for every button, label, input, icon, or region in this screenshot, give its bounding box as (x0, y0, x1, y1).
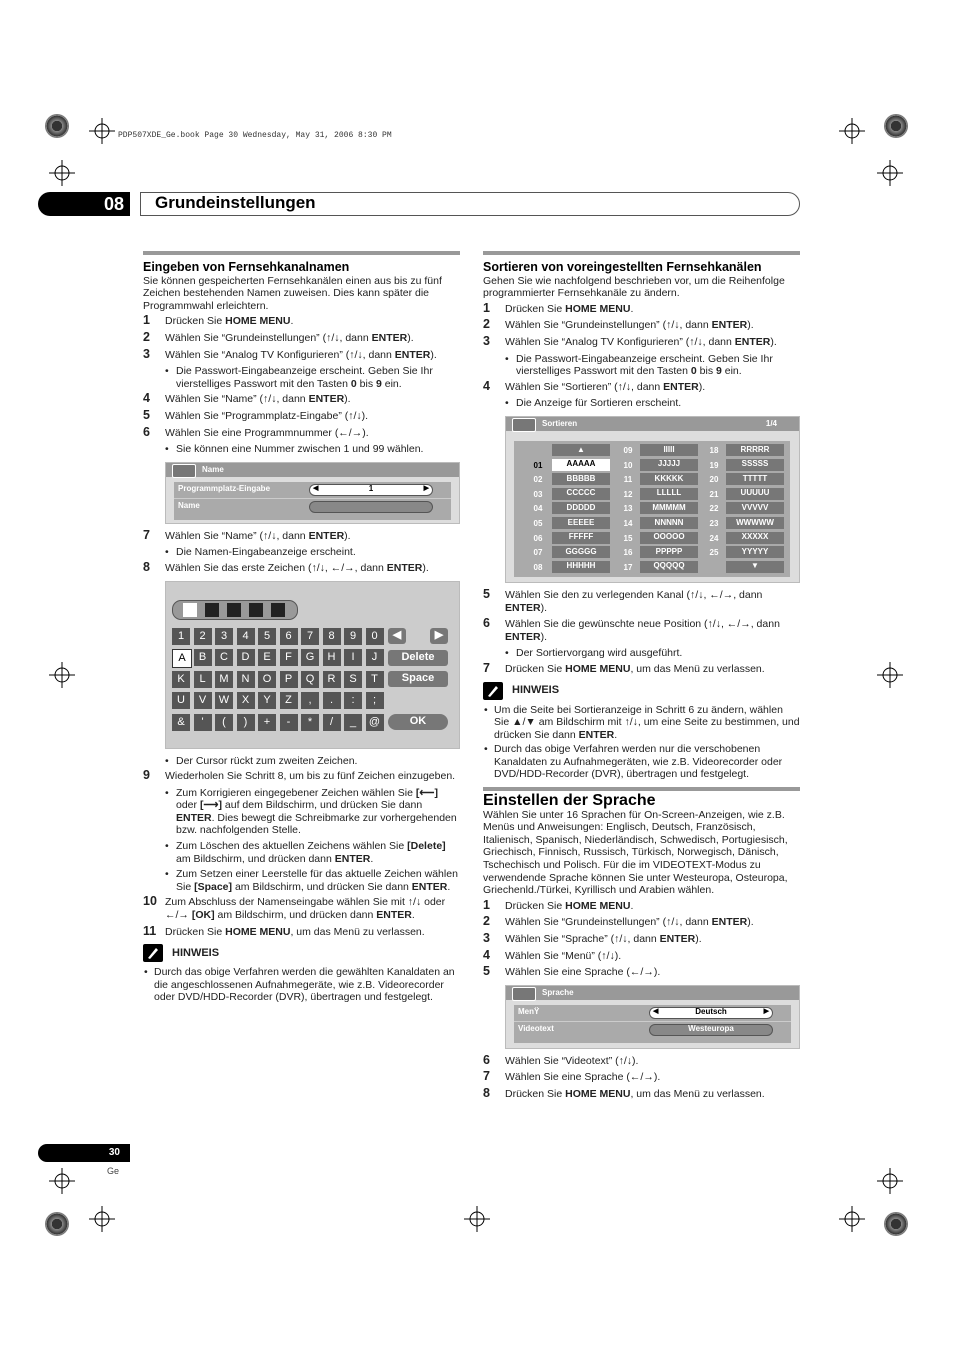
keyboard-key[interactable]: 7 (301, 628, 319, 645)
step: 3 Wählen Sie “Analog TV Konfigurieren” (↑/↓, dann ENTER). (143, 346, 437, 361)
channel-position: 02 (533, 475, 543, 485)
arrow-right-icon: ▶ (423, 485, 429, 493)
char-slot[interactable] (227, 603, 241, 617)
crop-target-icon (45, 114, 69, 138)
keyboard-key[interactable]: - (280, 714, 298, 731)
step: 4 Wählen Sie “Sortieren” (↑/↓, dann ENTER). (483, 378, 706, 393)
keyboard-key[interactable]: * (301, 714, 319, 731)
keyboard-key[interactable]: R (323, 671, 341, 688)
osd-header (166, 463, 459, 477)
keyboard-key[interactable]: J (366, 649, 384, 666)
tv-icon (512, 987, 536, 1001)
channel-position: 23 (709, 518, 719, 528)
channel-name[interactable]: LLLLL (640, 488, 698, 500)
bullet-text: • Der Sortiervorgang wird ausgeführt. (483, 647, 800, 660)
tv-icon (172, 464, 196, 478)
channel-name[interactable]: TTTTT (726, 473, 784, 485)
step: 6 Wählen Sie die gewünschte neue Position (↑/↓, ←/→, dann ENTER). (483, 616, 780, 643)
keyboard-key[interactable]: H (323, 649, 341, 666)
channel-position: 13 (623, 504, 633, 514)
keyboard-key[interactable]: N (237, 671, 255, 688)
keyboard-key[interactable]: 3 (215, 628, 233, 645)
registration-mark-icon (839, 118, 865, 144)
arrow-right-icon: ▶ (763, 1008, 769, 1016)
step: 7 Wählen Sie “Name” (↑/↓, dann ENTER). (143, 527, 351, 542)
keyboard-key[interactable]: C (215, 649, 233, 666)
section-rule (483, 787, 800, 791)
registration-mark-icon (49, 160, 75, 186)
crop-target-icon (884, 114, 908, 138)
keyboard-key[interactable]: + (258, 714, 276, 731)
osd-name-screen (165, 462, 460, 524)
registration-mark-icon (49, 1168, 75, 1194)
channel-name[interactable]: GGGGG (552, 546, 610, 558)
channel-name[interactable]: XXXXX (726, 532, 784, 544)
registration-mark-icon (877, 1168, 903, 1194)
keyboard-key[interactable]: D (237, 649, 255, 666)
keyboard-key[interactable]: @ (366, 714, 384, 731)
bullet-text: • Die Anzeige für Sortieren erscheint. (483, 397, 800, 410)
arrow-left-icon: ◀ (392, 629, 402, 642)
note-pen-icon (143, 944, 163, 962)
keyboard-key[interactable]: ) (237, 714, 255, 731)
note-heading: HINWEIS (483, 682, 800, 700)
step: 8 Wählen Sie das erste Zeichen (↑/↓, ←/→, dann ENTER). (143, 559, 429, 574)
arrow-right-icon: ▶ (434, 629, 444, 642)
channel-name[interactable]: OOOOO (640, 532, 698, 544)
channel-name[interactable]: IIIII (640, 444, 698, 456)
menu-language-selector[interactable]: ◀ Deutsch ▶ (649, 1007, 773, 1019)
channel-position: 11 (623, 475, 633, 485)
bullet-text: • Zum Setzen einer Leerstelle für das aktuelle Zeichen wählen Sie [Space] am Bildschirm, und drücken Sie dann ENTER. (143, 868, 460, 893)
keyboard-key[interactable]: B (194, 649, 212, 666)
keyboard-key[interactable]: 6 (280, 628, 298, 645)
char-slot-active[interactable] (183, 603, 197, 617)
file-meta: PDP507XDE_Ge.book Page 30 Wednesday, May 31, 2006 8:30 PM (118, 131, 392, 140)
cursor-left-button[interactable] (388, 628, 406, 644)
registration-mark-icon (464, 1206, 490, 1232)
keyboard-key[interactable]: 9 (344, 628, 362, 645)
keyboard-key[interactable]: / (323, 714, 341, 731)
keyboard-key[interactable]: 2 (194, 628, 212, 645)
bullet-text: • Sie können eine Nummer zwischen 1 und 99 wählen. (143, 443, 460, 456)
step: 7 Wählen Sie eine Sprache (←/→). (483, 1069, 661, 1084)
channel-name[interactable]: JJJJJ (640, 459, 698, 471)
keyboard-key[interactable]: ' (194, 714, 212, 731)
keyboard-key[interactable]: Y (258, 692, 276, 709)
section-title: Eingeben von Fernsehkanalnamen (143, 260, 350, 274)
keyboard-key[interactable]: M (215, 671, 233, 688)
keyboard-key[interactable]: O (258, 671, 276, 688)
channel-name[interactable]: AAAAA (552, 459, 610, 471)
row-label: MenŸ (518, 1007, 540, 1017)
registration-mark-icon (49, 662, 75, 688)
keyboard-key[interactable]: S (344, 671, 362, 688)
section-rule (143, 251, 460, 255)
channel-position: 07 (533, 548, 543, 558)
channel-position: 01 (533, 460, 543, 470)
intro-text: Wählen Sie unter 16 Sprachen für On-Screen-Anzeigen, wie z.B. Menüs und Anweisungen: Englisch, Deutsch, Französisch, Italienisch, Spanisch, Niederländisch, Schwedisch, Portugiesisch, Griechisch, Finnisch, Russisch, Türkisch, Norwegisch, Dänisch, Tschechisch und Polisch. Für die im VIDEOTEXT-Modus zu verwendende Sprache können Sie unter Westeuropa, Osteuropa, Griechenld./Türkei, Kyrillisch und Arabien wählen. (483, 808, 788, 897)
channel-position: 03 (533, 489, 543, 499)
section-rule (483, 251, 800, 255)
channel-position: 20 (709, 475, 719, 485)
channel-position: 25 (709, 548, 719, 558)
step: 5 Wählen Sie “Programmplatz-Eingabe” (↑/↓). (143, 407, 369, 422)
channel-position: 21 (709, 489, 719, 499)
page-down-button[interactable]: ▼ (726, 561, 784, 573)
channel-position: 12 (623, 489, 633, 499)
keyboard-key[interactable]: _ (344, 714, 362, 731)
page-indicator: 1/4 (765, 418, 777, 428)
channel-name[interactable]: YYYYY (726, 546, 784, 558)
bullet-text: • Die Passwort-Eingabeanzeige erscheint. Geben Sie Ihr vierstelliges Passwort mit den Tasten 0 bis 9 ein. (143, 365, 460, 390)
note-bullet: • Um die Seite bei Sortieranzeige in Schritt 6 zu ändern, wählen Sie ▲/▼ am Bildschirm mit ↑/↓, um eine Seite zu bestimmen, und drücken Sie dann ENTER. (483, 704, 800, 742)
cursor-right-button[interactable] (430, 628, 448, 644)
bullet-text: • Die Passwort-Eingabeanzeige erscheint. Geben Sie Ihr vierstelliges Passwort mit den Tasten 0 bis 9 ein. (483, 353, 800, 378)
arrow-left-icon: ◀ (653, 1008, 659, 1016)
osd-title: Sprache (542, 987, 574, 997)
keyboard-key[interactable]: & (172, 714, 190, 731)
bullet-text: • Zum Korrigieren eingegebener Zeichen wählen Sie [⟵] oder [⟶] auf dem Bildschirm, und drücken Sie dann ENTER. Dies bewegt die Schreibmarke zur vorhergehenden bzw. nachfolgenden Stelle. (143, 787, 460, 837)
section-title: Einstellen der Sprache (483, 792, 656, 810)
channel-position: 04 (533, 504, 543, 514)
step: 10 Zum Abschluss der Namenseingabe wählen Sie mit ↑/↓ oder ←/→ [OK] am Bildschirm, und drücken dann ENTER. (143, 894, 446, 922)
channel-name[interactable]: WWWWW (726, 517, 784, 529)
channel-position: 18 (709, 445, 719, 455)
page-number: 30 (38, 1144, 130, 1162)
chapter-title: Grundeinstellungen (155, 193, 316, 212)
osd-header (506, 986, 799, 1000)
step: 5 Wählen Sie den zu verlegenden Kanal (↑/↓, ←/→, dann ENTER). (483, 586, 763, 614)
intro-text: Sie können gespeicherten Fernsehkanälen einen aus bis zu fünf Zeichen bestehenden Namen zuweisen. Dies kann später die Programmwahl erleichtern. (143, 274, 442, 312)
channel-name[interactable]: SSSSS (726, 459, 784, 471)
note-heading: HINWEIS (143, 944, 460, 962)
keyboard-key[interactable]: ; (366, 692, 384, 709)
osd-title: Sortieren (542, 418, 578, 428)
channel-position: 09 (623, 445, 633, 455)
registration-mark-icon (89, 118, 115, 144)
row-label: Name (178, 501, 200, 511)
keyboard-key[interactable]: P (280, 671, 298, 688)
keyboard-key[interactable]: V (194, 692, 212, 709)
channel-name[interactable]: KKKKK (640, 473, 698, 485)
keyboard-key[interactable]: ( (215, 714, 233, 731)
note-bullet: • Durch das obige Verfahren werden die gewählten Kanaldaten an die angeschlossenen Aufnahmegeräte, wie z.B. Videorecorder oder DVD/HDD-Recorder (DVR), übertragen und festgelegt. (143, 966, 460, 1004)
channel-position: 08 (533, 562, 543, 572)
channel-position: 10 (623, 460, 633, 470)
char-slot[interactable] (271, 603, 285, 617)
osd-header (506, 417, 799, 431)
channel-name[interactable]: QQQQQ (640, 561, 698, 573)
channel-name[interactable]: FFFFF (552, 532, 610, 544)
channel-position: 19 (709, 460, 719, 470)
step: 3 Wählen Sie “Sprache” (↑/↓, dann ENTER). (483, 931, 702, 945)
step: 2 Wählen Sie “Grundeinstellungen” (↑/↓, dann ENTER). (483, 317, 754, 332)
step: 2 Wählen Sie “Grundeinstellungen” (↑/↓, dann ENTER). (483, 914, 754, 929)
keyboard-key[interactable]: X (237, 692, 255, 709)
keyboard-key[interactable]: 4 (237, 628, 255, 645)
keyboard-key[interactable]: T (366, 671, 384, 688)
name-field[interactable] (309, 501, 433, 513)
sort-grid (514, 441, 790, 577)
keyboard-key[interactable]: F (280, 649, 298, 666)
registration-mark-icon (877, 662, 903, 688)
channel-position: 17 (623, 562, 633, 572)
channel-number-selector[interactable]: ◀ 1 ▶ (309, 484, 433, 496)
osd-sort-screen (505, 416, 800, 583)
channel-position: 05 (533, 518, 543, 528)
keyboard-key[interactable]: W (215, 692, 233, 709)
keyboard-key[interactable]: 8 (323, 628, 341, 645)
keyboard-key[interactable]: A (172, 649, 192, 668)
channel-position: 06 (533, 533, 543, 543)
char-slot[interactable] (249, 603, 263, 617)
keyboard-key[interactable]: G (301, 649, 319, 666)
section-title: Sortieren von voreingestellten Fernsehkanälen (483, 260, 762, 274)
row-label: Videotext (518, 1024, 554, 1034)
keyboard-key[interactable]: K (172, 671, 190, 688)
step: 1 Drücken Sie HOME MENU. (143, 313, 294, 328)
keyboard-key[interactable]: 5 (258, 628, 276, 645)
step: 4 Wählen Sie “Menü” (↑/↓). (483, 947, 622, 962)
channel-position: 15 (623, 533, 633, 543)
crop-target-icon (884, 1212, 908, 1236)
language-code: Ge (107, 1166, 120, 1176)
channel-name[interactable]: NNNNN (640, 517, 698, 529)
channel-name[interactable]: PPPPP (640, 546, 698, 558)
registration-mark-icon (877, 160, 903, 186)
arrow-left-icon: ◀ (313, 485, 319, 493)
osd-keyboard (165, 581, 460, 749)
osd-title: Name (202, 464, 224, 474)
registration-mark-icon (839, 1206, 865, 1232)
channel-name[interactable]: BBBBB (552, 473, 610, 485)
channel-name[interactable]: UUUUU (726, 488, 784, 500)
channel-name[interactable]: EEEEE (552, 517, 610, 529)
left-column (143, 251, 460, 1006)
step: 11 Drücken Sie HOME MENU, um das Menü zu verlassen. (143, 923, 425, 938)
keyboard-key[interactable]: I (344, 649, 362, 666)
row-label: Programmplatz-Eingabe (178, 484, 271, 494)
channel-position: 14 (623, 518, 633, 528)
intro-text: Gehen Sie wie nachfolgend beschrieben vor, um die Reihenfolge programmierter Fernsehkanäle zu ändern. (483, 274, 785, 300)
keyboard-key[interactable]: E (258, 649, 276, 666)
channel-name[interactable]: HHHHH (552, 561, 610, 573)
step: 1 Drücken Sie HOME MENU. (483, 300, 634, 315)
tv-icon (512, 418, 536, 432)
step: 2 Wählen Sie “Grundeinstellungen” (↑/↓, dann ENTER). (143, 329, 414, 344)
keyboard-key[interactable]: 1 (172, 628, 190, 645)
crop-target-icon (45, 1212, 69, 1236)
keyboard-key[interactable]: Z (280, 692, 298, 709)
step: 8 Drücken Sie HOME MENU, um das Menü zu verlassen. (483, 1085, 765, 1100)
note-bullet: • Durch das obige Verfahren werden nur die verschobenen Kanaldaten zu Aufnahmegeräten, wie z.B. Videorecorder oder DVD/HDD-Recorder (DVR), übertragen und festgelegt. (483, 743, 800, 781)
videotext-language-field[interactable]: Westeuropa (649, 1024, 773, 1036)
keyboard-key[interactable]: L (194, 671, 212, 688)
keyboard-key[interactable]: : (344, 692, 362, 709)
step: 3 Wählen Sie “Analog TV Konfigurieren” (↑/↓, dann ENTER). (483, 333, 777, 348)
channel-position: 24 (709, 533, 719, 543)
keyboard-key[interactable]: Q (301, 671, 319, 688)
keyboard-key[interactable]: 0 (366, 628, 384, 645)
channel-name[interactable]: DDDDD (552, 502, 610, 514)
step: 1 Drücken Sie HOME MENU. (483, 897, 634, 912)
bullet-text: • Zum Löschen des aktuellen Zeichens wählen Sie [Delete] am Bildschirm, und drücken dann ENTER. (143, 840, 460, 865)
keyboard-key[interactable]: . (323, 692, 341, 709)
keyboard-key[interactable]: U (172, 692, 190, 709)
char-slot[interactable] (205, 603, 219, 617)
channel-name[interactable]: RRRRR (726, 444, 784, 456)
step: 9 Wiederholen Sie Schritt 8, um bis zu fünf Zeichen einzugeben. (143, 768, 456, 783)
channel-name[interactable]: VVVVV (726, 502, 784, 514)
step: 6 Wählen Sie “Videotext” (↑/↓). (483, 1052, 639, 1067)
step: 5 Wählen Sie eine Sprache (←/→). (483, 964, 661, 979)
osd-language-screen (505, 985, 800, 1049)
name-entry-slots (172, 600, 298, 620)
keyboard-key[interactable]: , (301, 692, 319, 709)
page-up-button[interactable]: ▲ (552, 444, 610, 456)
step: 6 Wählen Sie eine Programmnummer (←/→). (143, 424, 369, 439)
channel-name[interactable]: CCCCC (552, 488, 610, 500)
channel-position: 16 (623, 548, 633, 558)
bullet-text: • Der Cursor rückt zum zweiten Zeichen. (143, 755, 460, 768)
channel-position: 22 (709, 504, 719, 514)
registration-mark-icon (89, 1206, 115, 1232)
space-button[interactable]: Space (388, 671, 448, 687)
step: 7 Drücken Sie HOME MENU, um das Menü zu verlassen. (483, 660, 765, 675)
note-pen-icon (483, 682, 503, 700)
bullet-text: • Die Namen-Eingabeanzeige erscheint. (143, 546, 460, 559)
right-column (483, 251, 800, 1105)
step: 4 Wählen Sie “Name” (↑/↓, dann ENTER). (143, 391, 351, 406)
channel-name[interactable]: MMMMM (640, 502, 698, 514)
ok-button[interactable]: OK (388, 714, 448, 730)
delete-button[interactable]: Delete (388, 650, 448, 666)
chapter-number: 08 (38, 192, 130, 216)
